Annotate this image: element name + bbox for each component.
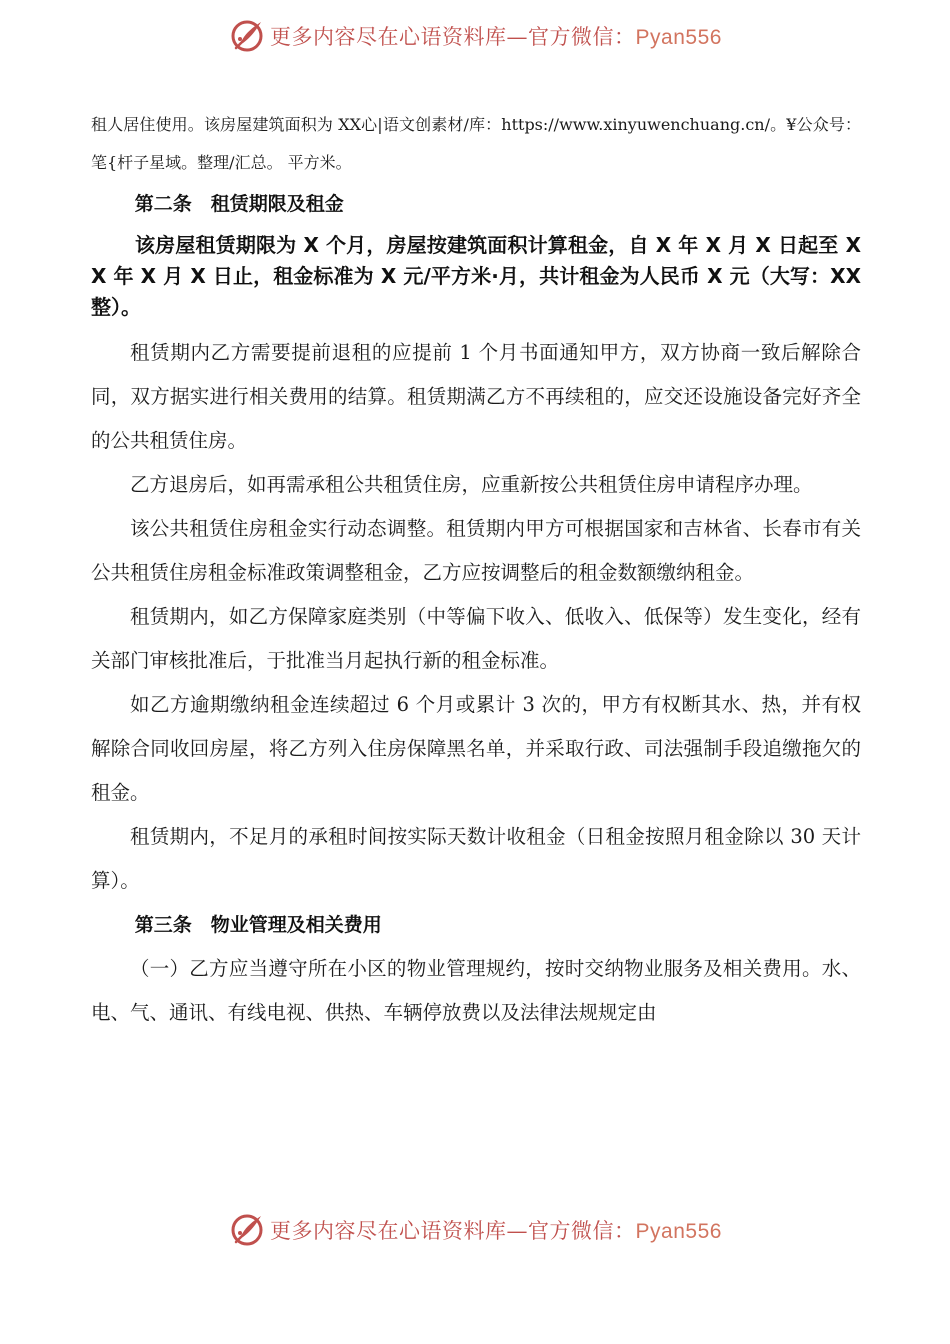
- banner-account: Pyan556: [635, 1220, 722, 1243]
- paragraph: 租赁期内，如乙方保障家庭类别（中等偏下收入、低收入、低保等）发生变化，经有关部门审核批准后，于批准当月起执行新的租金标准。: [91, 605, 861, 672]
- banner-text: 更多内容尽在心语资料库—官方微信：Pyan556: [270, 1219, 722, 1243]
- paragraph: 租赁期内，不足月的承租时间按实际天数计收租金（日租金按照月租金除以 30 天计算）。: [91, 825, 861, 892]
- banner-text: 更多内容尽在心语资料库—官方微信：Pyan556: [270, 25, 722, 49]
- article-2-heading: 第二条 租赁期限及租金: [134, 193, 344, 215]
- banner-account: Pyan556: [635, 26, 722, 49]
- paragraph: 租赁期内乙方需要提前退租的应提前 1 个月书面通知甲方，双方协商一致后解除合同，双方据实进行相关费用的结算。租赁期满乙方不再续租的，应交还设施设备完好齐全的公共租赁住房。: [91, 341, 861, 452]
- article-2-bold-paragraph: 该房屋租赁期限为 X 个月，房屋按建筑面积计算租金，自 X 年 X 月 X 日起至 XX 年 X 月 X 日止，租金标准为 X 元/平方米·月，共计租金为人民币 X 元（大写：XX 整）。: [91, 233, 861, 319]
- footer-banner: [0, 1208, 950, 1252]
- paragraph: （一）乙方应当遵守所在小区的物业管理规约，按时交纳物业服务及相关费用。水、电、气、通讯、有线电视、供热、车辆停放费以及法律法规规定由: [91, 957, 861, 1024]
- quill-logo-icon: [228, 17, 266, 55]
- article-3-heading: 第三条 物业管理及相关费用: [134, 914, 382, 936]
- quill-logo-icon: [228, 1211, 266, 1249]
- paragraph: 如乙方逾期缴纳租金连续超过 6 个月或累计 3 次的，甲方有权断其水、热，并有权解除合同收回房屋，将乙方列入住房保障黑名单，并采取行政、司法强制手段追缴拖欠的租金。: [91, 693, 861, 804]
- paragraph: 乙方退房后，如再需承租公共租赁住房，应重新按公共租赁住房申请程序办理。: [130, 473, 813, 496]
- header-banner: [0, 14, 950, 58]
- document-body: [91, 106, 861, 1035]
- paragraph: 该公共租赁住房租金实行动态调整。租赁期内甲方可根据国家和吉林省、长春市有关公共租赁住房租金标准政策调整租金，乙方应按调整后的租金数额缴纳租金。: [91, 517, 861, 584]
- intro-paragraph: 租人居住使用。该房屋建筑面积为 XX心|语文创素材/库：https://www.xinyuwenchuang.cn/。¥公众号：笔{杆子星域。整理/汇总。 平方米。: [91, 115, 861, 172]
